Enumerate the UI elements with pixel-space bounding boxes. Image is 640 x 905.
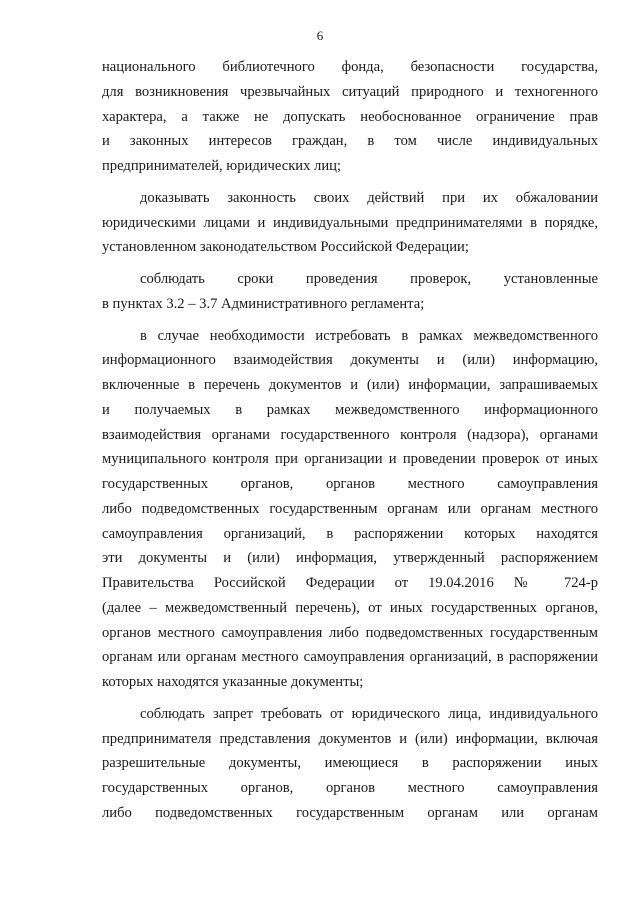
text-line: установленном законодательством Российской Федерации; <box>102 239 469 256</box>
text-line: взаимодействия органами государственного контроля (надзора), органами <box>102 426 598 443</box>
text-line: информационного взаимодействия документы и (или) информацию, <box>102 352 598 369</box>
text-line: эти документы и (или) информация, утвержденный распоряжением <box>102 550 598 567</box>
paragraph <box>102 186 598 260</box>
text-line: соблюдать запрет требовать от юридического лица, индивидуального <box>140 705 598 722</box>
paragraph-gap <box>102 179 598 186</box>
document-body <box>102 55 598 826</box>
paragraph <box>102 702 598 826</box>
text-line: предпринимателя представления документов и (или) информации, включая <box>102 730 598 747</box>
paragraph <box>102 55 598 179</box>
text-line: для возникновения чрезвычайных ситуаций природного и техногенного <box>102 83 598 100</box>
text-line: либо подведомственных государственным органам или органам местного <box>102 500 598 517</box>
paragraph <box>102 267 598 317</box>
text-line: включенные в перечень документов и (или) информации, запрашиваемых <box>102 377 598 393</box>
text-line: либо подведомственных государственным органам или органам <box>102 804 598 821</box>
text-line: в пунктах 3.2 – 3.7 Административного регламента; <box>102 295 425 312</box>
text-line: органов местного самоуправления либо подведомственных государственным <box>102 624 598 641</box>
text-line: самоуправления организаций, в распоряжении которых находятся <box>102 525 598 542</box>
text-line: государственных органов, органов местного самоуправления <box>102 476 598 492</box>
text-line: юридическими лицами и индивидуальными предпринимателями в порядке, <box>102 214 598 231</box>
text-line: и законных интересов граждан, в том числе индивидуальных <box>102 133 598 150</box>
text-line: которых находятся указанные документы; <box>102 674 364 690</box>
text-line: в случае необходимости истребовать в рамках межведомственного <box>140 327 598 344</box>
text-line: органам или органам местного самоуправления организаций, в распоряжении <box>102 649 598 666</box>
text-line: муниципального контроля при организации и проведении проверок от иных <box>102 451 598 468</box>
paragraph-gap <box>102 695 598 702</box>
page-number: 6 <box>316 28 324 43</box>
text-line: доказывать законность своих действий при их обжаловании <box>140 189 598 206</box>
text-line: предпринимателей, юридических лиц; <box>102 158 342 174</box>
text-line: (далее – межведомственный перечень), от иных государственных органов, <box>102 599 598 616</box>
text-line: государственных органов, органов местного самоуправления <box>102 780 598 796</box>
text-line: разрешительные документы, имеющиеся в распоряжении иных <box>102 755 598 772</box>
text-line: национального библиотечного фонда, безопасности государства, <box>102 59 598 75</box>
text-line: соблюдать сроки проведения проверок, установленные <box>140 271 598 287</box>
paragraph-gap <box>102 317 598 324</box>
paragraph <box>102 324 598 695</box>
text-line: и получаемых в рамках межведомственного информационного <box>102 401 598 418</box>
text-line: характера, а также не допускать необоснованное ограничение прав <box>102 108 598 125</box>
text-line: Правительства Российской Федерации от 19.04.2016 № 724-р <box>102 575 598 591</box>
paragraph-gap <box>102 260 598 267</box>
